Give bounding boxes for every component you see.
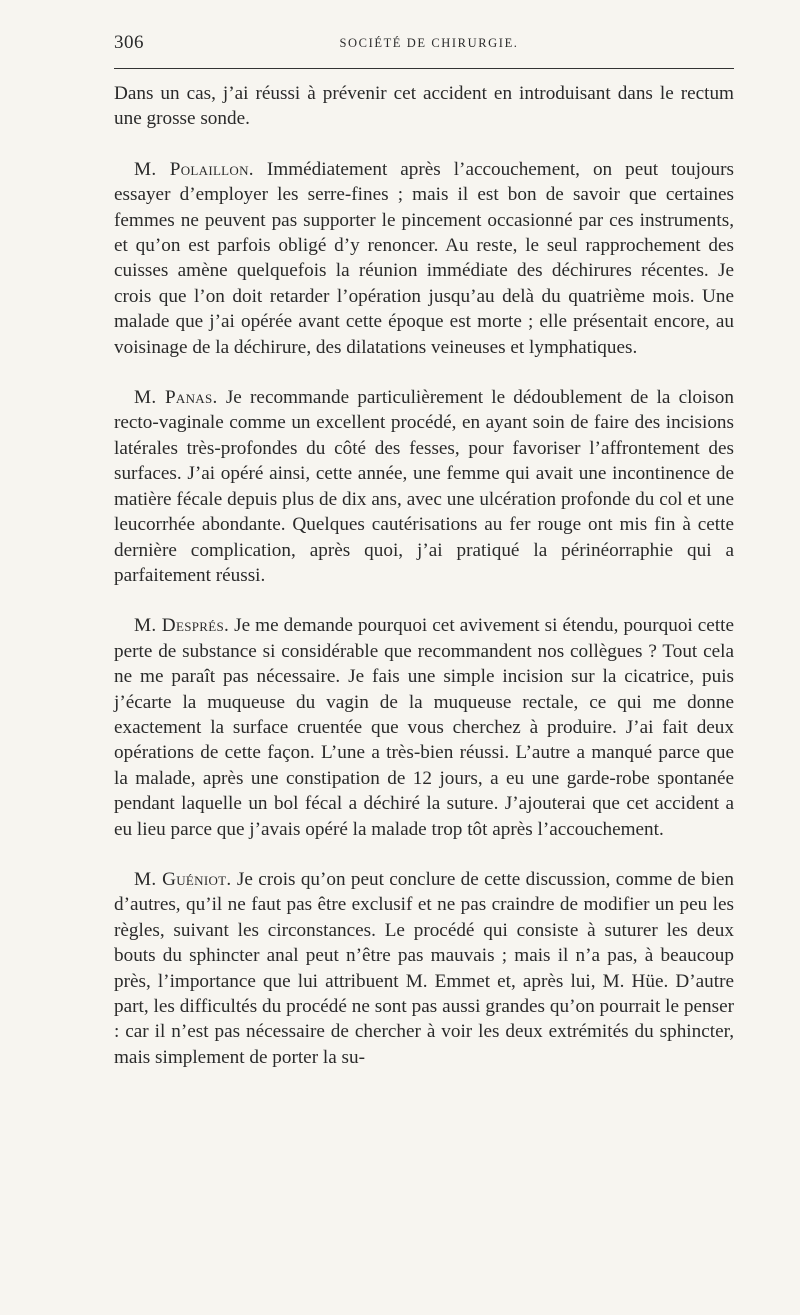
paragraph-text: Je recommande particulièrement le dédoublement de la cloison recto-vaginale comme un excellent procédé, en ayant soin de faire des incisions latérales très-profondes du côté des fesses, pour favoriser l’affrontement des surfaces. J’ai opéré ainsi, cette année, une femme qui avait une incontinence de matière fécale depuis plus de dix ans, avec une ulcération profonde du col et une leucorrhée abondante. Quelques cautérisations au fer rouge ont mis fin à cette dernière complication, après quoi, j’ai pratiqué la périnéorraphie qui a parfaitement réussi. (114, 387, 734, 586)
header-rule (114, 68, 734, 69)
page-body (114, 81, 734, 1070)
paragraph-gueniot (114, 867, 734, 1070)
speaker-name: M. Després. (134, 615, 230, 637)
paragraph-panas (114, 385, 734, 588)
paragraph-text: Dans un cas, j’ai réussi à prévenir cet accident en introduisant dans le rectum une grosse sonde. (114, 83, 734, 130)
paragraph-text: Immédiatement après l’accouchement, on peut toujours essayer d’employer les serre-fines ; mais il est bon de savoir que certaines femmes ne peuvent pas supporter le pincement occasionné par ces instruments, et qu’on est parfois obligé d’y renoncer. Au reste, le seul rapprochement des cuisses amène quelquefois la réunion immédiate des déchirures récentes. Je crois que l’on doit retarder l’opération jusqu’au delà du quatrième mois. Une malade que j’ai opérée avant cette époque est morte ; elle présentait encore, au voisinage de la déchirure, des dilatations veineuses et lymphatiques. (114, 158, 734, 358)
paragraph-polaillon (114, 157, 734, 360)
page-number: 306 (114, 32, 144, 53)
paragraph-text: Je me demande pourquoi cet avivement si étendu, pourquoi cette perte de substance si considérable que recommandent nos collègues ? Tout cela ne me paraît pas nécessaire. Je fais une simple incision sur la cicatrice, puis j’écarte la muqueuse du vagin de la muqueuse rectale, ce qui me donne exactement la surface cruentée que vous cherchez à produire. J’ai fait deux opérations de cette façon. L’une a très-bien réussi. L’autre a manqué parce que la malade, après une constipation de 12 jours, a eu une garde-robe spontanée pendant laquelle un bol fécal a déchiré la suture. J’ajouterai que cet accident a eu lieu parce que j’avais opéré la malade trop tôt après l’accouchement. (114, 615, 735, 840)
speaker-name: M. Panas. (134, 387, 218, 409)
speaker-name: M. Polaillon. (134, 158, 254, 180)
paragraph-continuation (114, 81, 734, 132)
running-title: SOCIÉTÉ DE CHIRURGIE. (339, 36, 519, 50)
paragraph-despres (114, 613, 734, 842)
paragraph-text: Je crois qu’on peut conclure de cette discussion, comme de bien d’autres, qu’il ne faut pas être exclusif et ne pas craindre de modifier un peu les règles, suivant les circonstances. Le procédé qui consiste à suturer les deux bouts du sphincter anal peut n’être pas mauvais ; mais il n’a pas, à beaucoup près, l’importance que lui attribuent M. Emmet et, après lui, M. Hüe. D’autre part, les difficultés du procédé ne sont pas aussi grandes qu’on pourrait le penser : car il n’est pas nécessaire de chercher à voir les deux extrémités du sphincter, mais simplement de porter la su- (114, 868, 735, 1068)
speaker-name: M. Guéniot. (134, 868, 232, 890)
page-header (114, 32, 734, 56)
